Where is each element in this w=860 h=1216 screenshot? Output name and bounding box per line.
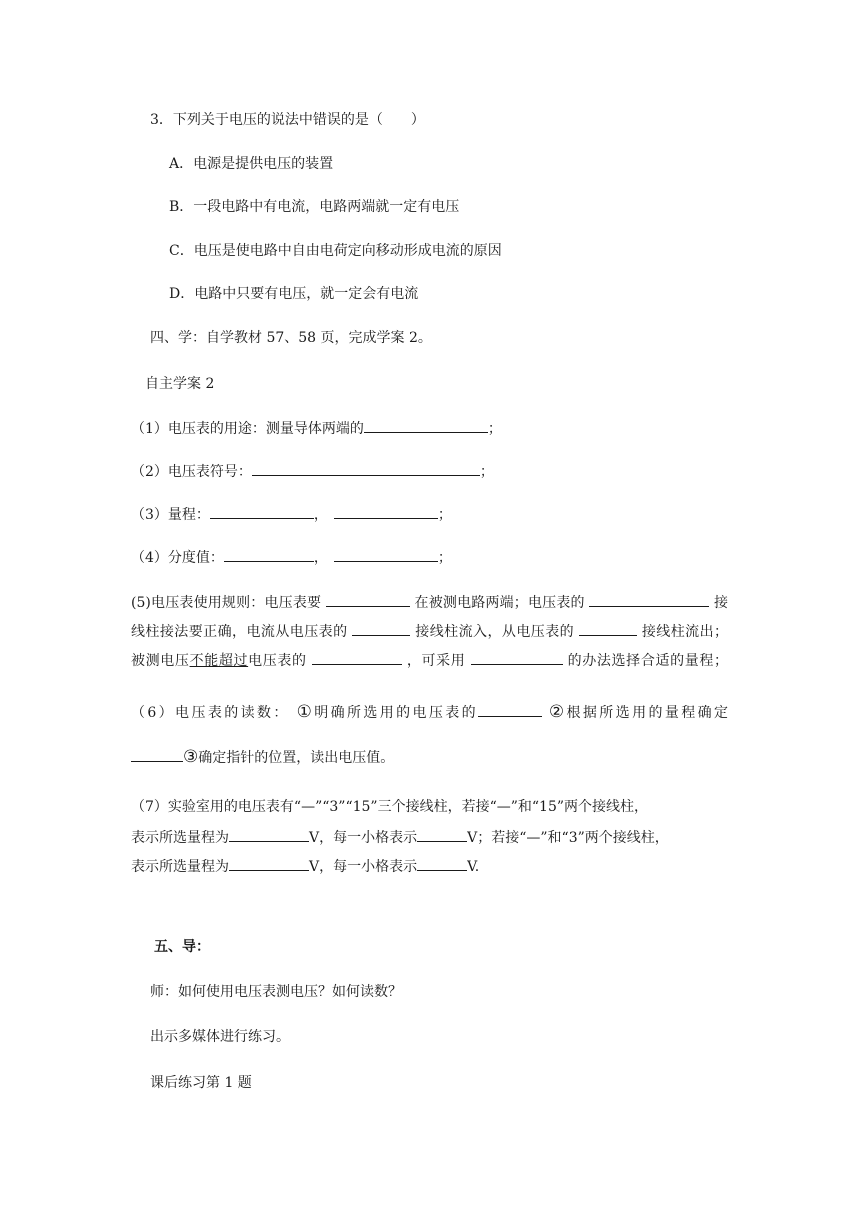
item-4-blank-2 — [334, 546, 438, 562]
item-5-text-6: 接线柱流出； — [641, 624, 729, 640]
item-7-line-1: （7）实验室用的电压表有“—”“3”“15”三个接线柱，若接“—”和“15”两个接线柱， — [131, 799, 649, 815]
circled-two: ② — [548, 702, 567, 722]
item-1-text: （1）电压表的用途：测量导体两端的 — [131, 421, 364, 437]
option-b: B．一段电路中有电流，电路两端就一定有电压 — [169, 199, 460, 215]
item-7-blank-4 — [417, 855, 467, 871]
question-3-stem: 3．下列关于电压的说法中错误的是（ ） — [150, 112, 425, 128]
item-3-text: （3）量程： — [131, 507, 210, 523]
item-6-text-2: 明确所选用的电压表的 — [314, 705, 479, 721]
item-5-text-4: 线柱接法要正确，电流从电压表的 — [131, 624, 348, 640]
item-3-comma: ， — [313, 507, 328, 523]
item-5-text-7: 被测电压 — [131, 653, 190, 669]
item-5-blank-5 — [312, 649, 402, 665]
section-4-heading: 四、学：自学教材 57、58 页，完成学案 2。 — [150, 330, 432, 346]
item-1-suffix: ； — [487, 421, 502, 437]
circled-three: ③ — [183, 747, 199, 767]
item-5-blank-3 — [352, 620, 410, 636]
item-7-line-3 — [131, 855, 479, 877]
section-5-line-3: 课后练习第 1 题 — [150, 1075, 252, 1091]
item-5-text-2: 在被测电路两端；电压表的 — [414, 595, 585, 611]
item-7-text-2: V，每一小格表示 — [309, 830, 418, 846]
item-7-blank-1 — [229, 826, 309, 842]
item-6-blank-2 — [131, 746, 183, 762]
item-5-text-3: 接 — [714, 595, 729, 611]
item-5-underlined-text: 不能超过 — [189, 653, 249, 669]
item-7-line-2 — [131, 826, 669, 848]
item-5-blank-2 — [589, 591, 709, 607]
item-4-comma: ， — [313, 550, 328, 566]
section-5-line-1: 师：如何使用电压表测电压？如何读数？ — [150, 984, 402, 1000]
item-5-text-8: 电压表的 — [248, 653, 307, 669]
item-7-blank-2 — [417, 826, 467, 842]
option-c: C．电压是使电路中自由电荷定向移动形成电流的原因 — [169, 243, 502, 259]
plan-2-title: 自主学案 2 — [145, 376, 215, 392]
item-6-blank-1 — [478, 701, 542, 717]
item-6-text-3: 根据所选用的量程确定 — [566, 705, 728, 721]
section-5-line-2: 出示多媒体进行练习。 — [150, 1029, 290, 1045]
item-2-blank — [252, 460, 480, 476]
item-4-blank-1 — [224, 546, 314, 562]
item-2 — [131, 460, 494, 482]
option-a: A．电源是提供电压的装置 — [169, 156, 334, 172]
item-5-line-3 — [131, 649, 728, 671]
item-1-blank — [364, 417, 488, 433]
item-7-text-1: 表示所选量程为 — [131, 830, 229, 846]
item-4-text: （4）分度值： — [131, 550, 224, 566]
item-7-blank-3 — [229, 855, 309, 871]
item-6-text-4: 确定指针的位置，读出电压值。 — [198, 750, 395, 766]
item-6-line-1 — [131, 701, 728, 723]
item-7-text-6: V. — [467, 859, 480, 875]
item-2-suffix: ； — [479, 464, 494, 480]
item-5-text-5: 接线柱流入，从电压表的 — [415, 624, 575, 640]
item-6-text-1: （6）电压表的读数： — [131, 705, 290, 721]
item-2-text: （2）电压表符号： — [131, 464, 252, 480]
item-5-blank-1 — [326, 591, 410, 607]
item-4-suffix: ； — [437, 550, 452, 566]
item-5-text-1: (5)电压表使用规则：电压表要 — [131, 595, 322, 611]
circled-one: ① — [296, 702, 315, 722]
item-6-line-2 — [131, 746, 394, 768]
item-5-line-1 — [131, 591, 728, 613]
item-5-text-9: ，可采用 — [406, 653, 466, 669]
item-5-blank-6 — [471, 649, 563, 665]
option-d: D．电路中只要有电压，就一定会有电流 — [169, 286, 419, 302]
item-3-suffix: ； — [437, 507, 452, 523]
item-3-blank-1 — [210, 503, 314, 519]
item-7-text-3: V；若接“—”和“3”两个接线柱， — [467, 830, 669, 846]
section-5-heading: 五、导： — [154, 939, 210, 955]
item-4 — [131, 546, 452, 568]
item-7-text-4: 表示所选量程为 — [131, 859, 229, 875]
item-5-line-2 — [131, 620, 728, 642]
item-7-text-5: V，每一小格表示 — [309, 859, 418, 875]
item-3 — [131, 503, 452, 525]
item-1 — [131, 417, 502, 439]
item-5-blank-4 — [579, 620, 637, 636]
item-5-text-10: 的办法选择合适的量程； — [567, 653, 729, 669]
item-3-blank-2 — [334, 503, 438, 519]
